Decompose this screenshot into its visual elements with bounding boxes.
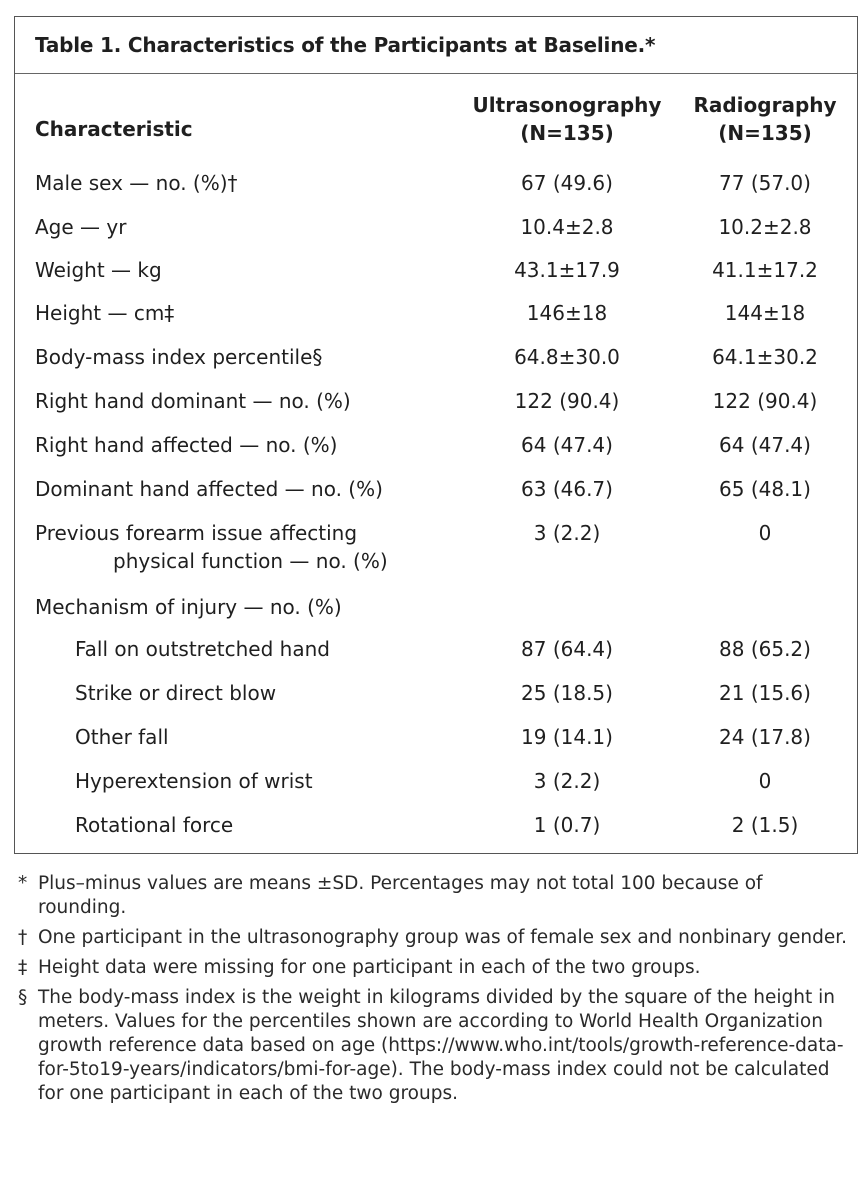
cell-ultrasonography: 63 (46.7) (521, 477, 613, 501)
cell-ultrasonography: 43.1±17.9 (514, 258, 620, 282)
cell-ultrasonography: 64.8±30.0 (514, 345, 620, 369)
cell-radiography: 2 (1.5) (731, 813, 799, 837)
table-footnotes (18, 872, 854, 1112)
cell-ultrasonography: 67 (49.6) (521, 171, 613, 195)
row-label: Mechanism of injury — no. (%) (35, 595, 342, 619)
table-row (15, 637, 857, 677)
cell-ultrasonography: 146±18 (526, 301, 608, 325)
table-row (15, 258, 857, 298)
footnote-text: The body-mass index is the weight in kilograms divided by the square of the height in meters. Values for the percentiles shown are according to World Health Organization growth reference data based on age (https://www.who.int/tools/growth-reference-data-for-5to19-years/indicators/bmi-for-age). The body-mass index could not be calculated for one participant in each of the two groups. (38, 987, 844, 1104)
footnote-symbol: § (18, 987, 28, 1008)
column-header-radiography (675, 91, 855, 147)
table-row (15, 345, 857, 385)
column-header-ultrasonography (447, 91, 687, 147)
footnote (18, 926, 854, 950)
cell-ultrasonography: 1 (0.7) (533, 813, 601, 837)
footnote-symbol: * (18, 873, 28, 894)
cell-radiography: 65 (48.1) (719, 477, 811, 501)
column-header-characteristic: Characteristic (35, 117, 193, 141)
table-row (15, 389, 857, 429)
table-row (15, 433, 857, 473)
table-row-group-heading (15, 595, 857, 635)
column-header-ultrasonography-n: (N=135) (520, 121, 614, 145)
cell-radiography: 21 (15.6) (719, 681, 811, 705)
column-header-radiography-name: Radiography (693, 93, 837, 117)
footnote-symbol: † (18, 927, 28, 948)
table-row (15, 769, 857, 809)
cell-radiography: 88 (65.2) (719, 637, 811, 661)
row-label: Body-mass index percentile§ (35, 345, 323, 369)
column-header-radiography-n: (N=135) (718, 121, 812, 145)
cell-ultrasonography: 10.4±2.8 (520, 215, 614, 239)
column-header-ultrasonography-name: Ultrasonography (472, 93, 662, 117)
cell-radiography: 0 (758, 521, 772, 545)
table-row (15, 813, 857, 853)
cell-ultrasonography: 19 (14.1) (521, 725, 613, 749)
footnote (18, 872, 854, 920)
row-label: Previous forearm issue affecting (35, 521, 358, 545)
cell-radiography: 122 (90.4) (712, 389, 818, 413)
table-row (15, 215, 857, 255)
footnote (18, 956, 854, 980)
row-label: Age — yr (35, 215, 127, 239)
footnote-text: Plus–minus values are means ±SD. Percentages may not total 100 because of rounding. (38, 873, 763, 918)
footnote-text: Height data were missing for one participant in each of the two groups. (38, 957, 701, 978)
row-label: Other fall (75, 725, 169, 749)
cell-ultrasonography: 3 (2.2) (533, 521, 601, 545)
row-label: Height — cm‡ (35, 301, 175, 325)
cell-radiography: 0 (758, 769, 772, 793)
table-row (15, 681, 857, 721)
cell-radiography: 24 (17.8) (719, 725, 811, 749)
row-label: Right hand dominant — no. (%) (35, 389, 351, 413)
cell-radiography: 144±18 (724, 301, 806, 325)
footnote-symbol: ‡ (18, 957, 28, 978)
cell-radiography: 64.1±30.2 (712, 345, 818, 369)
table-row (15, 171, 857, 211)
row-label: Right hand affected — no. (%) (35, 433, 338, 457)
cell-ultrasonography: 25 (18.5) (521, 681, 613, 705)
cell-radiography: 64 (47.4) (719, 433, 811, 457)
cell-ultrasonography: 64 (47.4) (521, 433, 613, 457)
row-label: Rotational force (75, 813, 234, 837)
cell-ultrasonography: 122 (90.4) (514, 389, 620, 413)
cell-radiography: 10.2±2.8 (718, 215, 812, 239)
cell-ultrasonography: 87 (64.4) (521, 637, 613, 661)
cell-ultrasonography: 3 (2.2) (533, 769, 601, 793)
table-row (15, 301, 857, 341)
table-row (15, 477, 857, 517)
baseline-characteristics-table (14, 16, 858, 854)
row-label: Dominant hand affected — no. (%) (35, 477, 383, 501)
row-label: Strike or direct blow (75, 681, 277, 705)
footnote (18, 986, 854, 1106)
cell-radiography: 77 (57.0) (719, 171, 811, 195)
table-row (15, 521, 857, 587)
footnote-text: One participant in the ultrasonography group was of female sex and nonbinary gender. (38, 927, 847, 948)
row-label: Weight — kg (35, 258, 162, 282)
table-row (15, 725, 857, 765)
row-label: Fall on outstretched hand (75, 637, 330, 661)
cell-radiography: 41.1±17.2 (712, 258, 818, 282)
row-label: Male sex — no. (%)† (35, 171, 238, 195)
row-label: Hyperextension of wrist (75, 769, 313, 793)
row-label-continuation: physical function — no. (%) (113, 549, 388, 573)
table-title: Table 1. Characteristics of the Participants at Baseline.* (15, 17, 857, 74)
